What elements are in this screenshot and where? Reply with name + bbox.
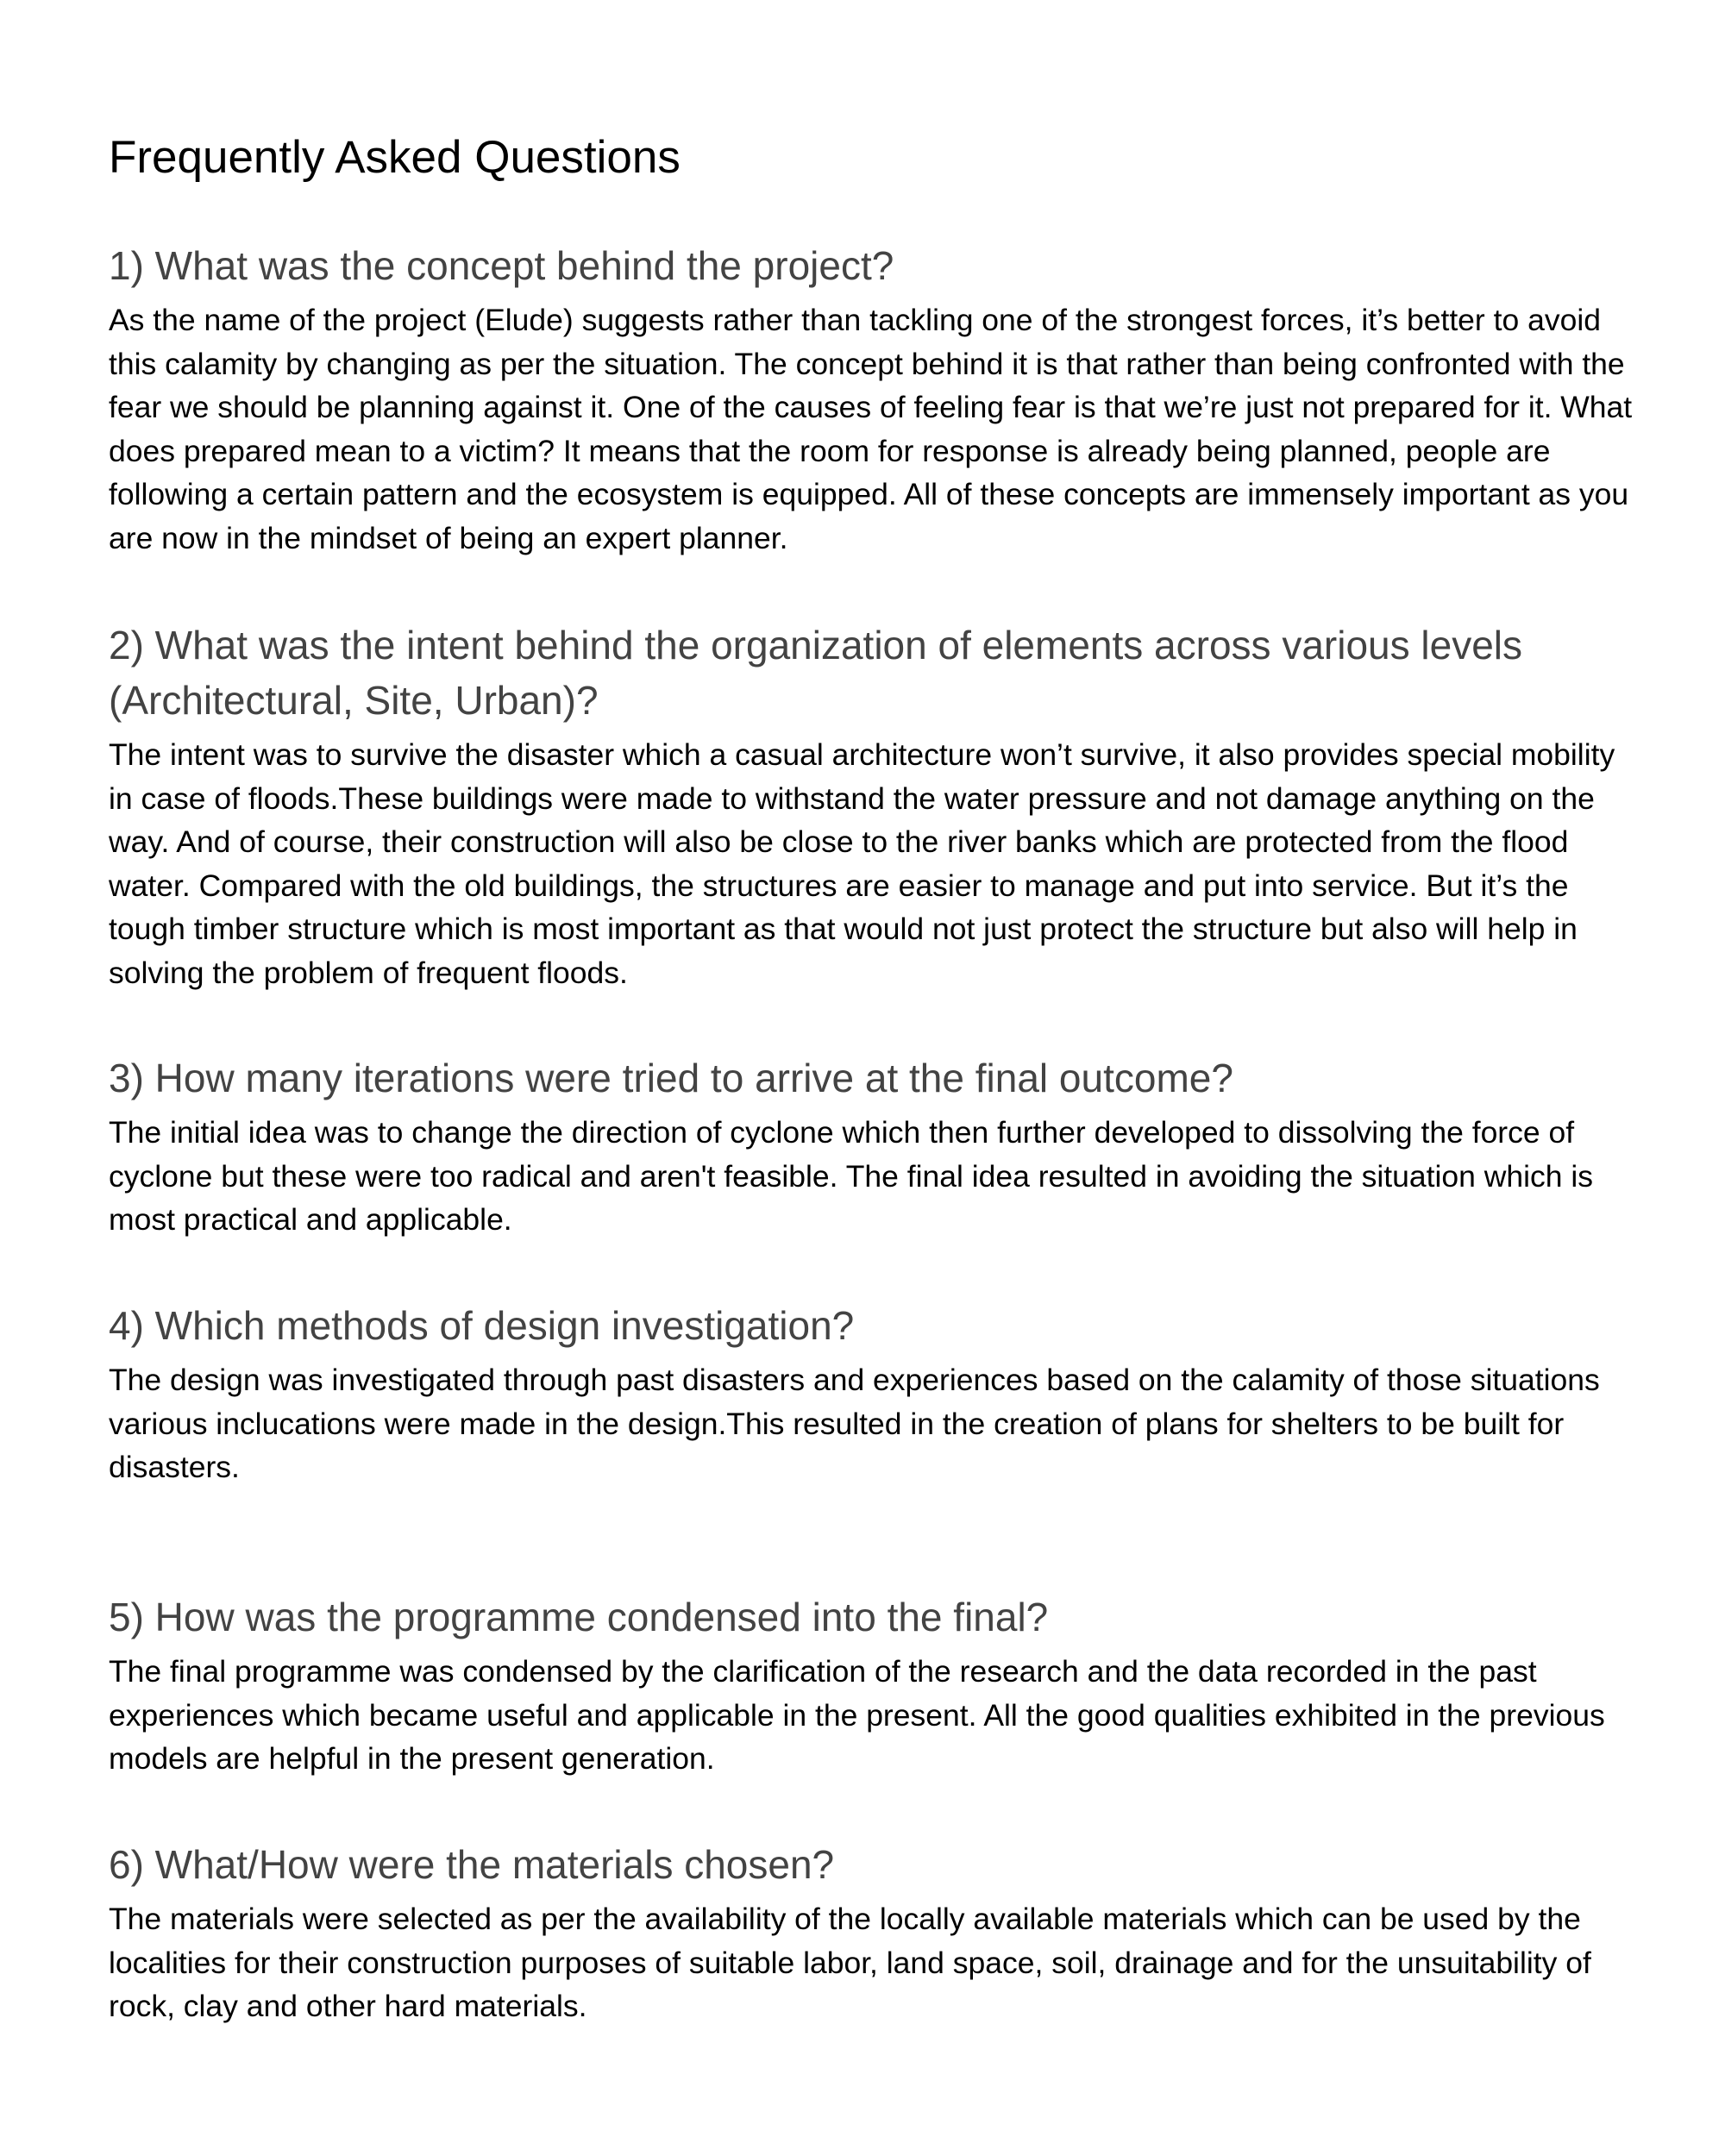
faq-answer: As the name of the project (Elude) suggests rather than tackling one of the strongest forces, it’s better to avoid this calamity by changing as per the situation. The concept behind it is that rather than being confronted with the fear we should be planning against it. One of the causes of feeling fear is that we’re just not prepared for it. What does prepared mean to a victim? It means that the room for response is already being planned, people are following a certain pattern and the ecosystem is equipped. All of these concepts are immensely important as you are now in the mindset of being an expert planner. — [109, 303, 1633, 555]
faq-answer: The design was investigated through past disasters and experiences based on the calamity of those situations various inclucations were made in the design.This resulted in the creation of plans for shelters to be built for disasters. — [109, 1363, 1600, 1485]
faq-item-6 — [109, 1837, 1635, 2028]
faq-answer: The materials were selected as per the availability of the locally available materials which can be used by the localities for their construction purposes of suitable labor, land space, soil, drainage and for the unsuitability of rock, clay and other hard materials. — [109, 1902, 1591, 2024]
faq-item-1 — [109, 238, 1635, 561]
faq-answer: The initial idea was to change the direction of cyclone which then further developed to dissolving the force of cyclone but these were too radical and aren't feasible. The final idea resulted in avoiding the situation which is most practical and applicable. — [109, 1115, 1594, 1238]
page-title: Frequently Asked Questions — [109, 132, 681, 183]
faq-item-5 — [109, 1589, 1635, 1781]
faq-question: 1) What was the concept behind the project? — [109, 243, 894, 288]
faq-answer: The final programme was condensed by the clarification of the research and the data recorded in the past experiences which became useful and applicable in the present. All the good qualities exhibited in the previous models are helpful in the present generation. — [109, 1654, 1605, 1777]
document-page — [109, 0, 1635, 2156]
faq-item-3 — [109, 1050, 1635, 1242]
faq-item-2 — [109, 617, 1635, 995]
faq-question: 5) How was the programme condensed into the final? — [109, 1595, 1049, 1639]
faq-question: 6) What/How were the materials chosen? — [109, 1842, 835, 1887]
faq-question: 2) What was the intent behind the organization of elements across various levels (Architectural, Site, Urban)? — [109, 623, 1522, 723]
faq-answer: The intent was to survive the disaster which a casual architecture won’t survive, it also provides special mobility in case of floods.These buildings were made to withstand the water pressure and not damage anything on the way. And of course, their construction will also be close to the river banks which are protected from the flood water. Compared with the old buildings, the structures are easier to manage and put into service. But it’s the tough timber structure which is most important as that would not just protect the structure but also will help in solving the problem of frequent floods. — [109, 737, 1615, 990]
faq-question: 4) Which methods of design investigation? — [109, 1303, 855, 1348]
faq-question: 3) How many iterations were tried to arrive at the final outcome? — [109, 1056, 1233, 1100]
faq-item-4 — [109, 1298, 1635, 1489]
